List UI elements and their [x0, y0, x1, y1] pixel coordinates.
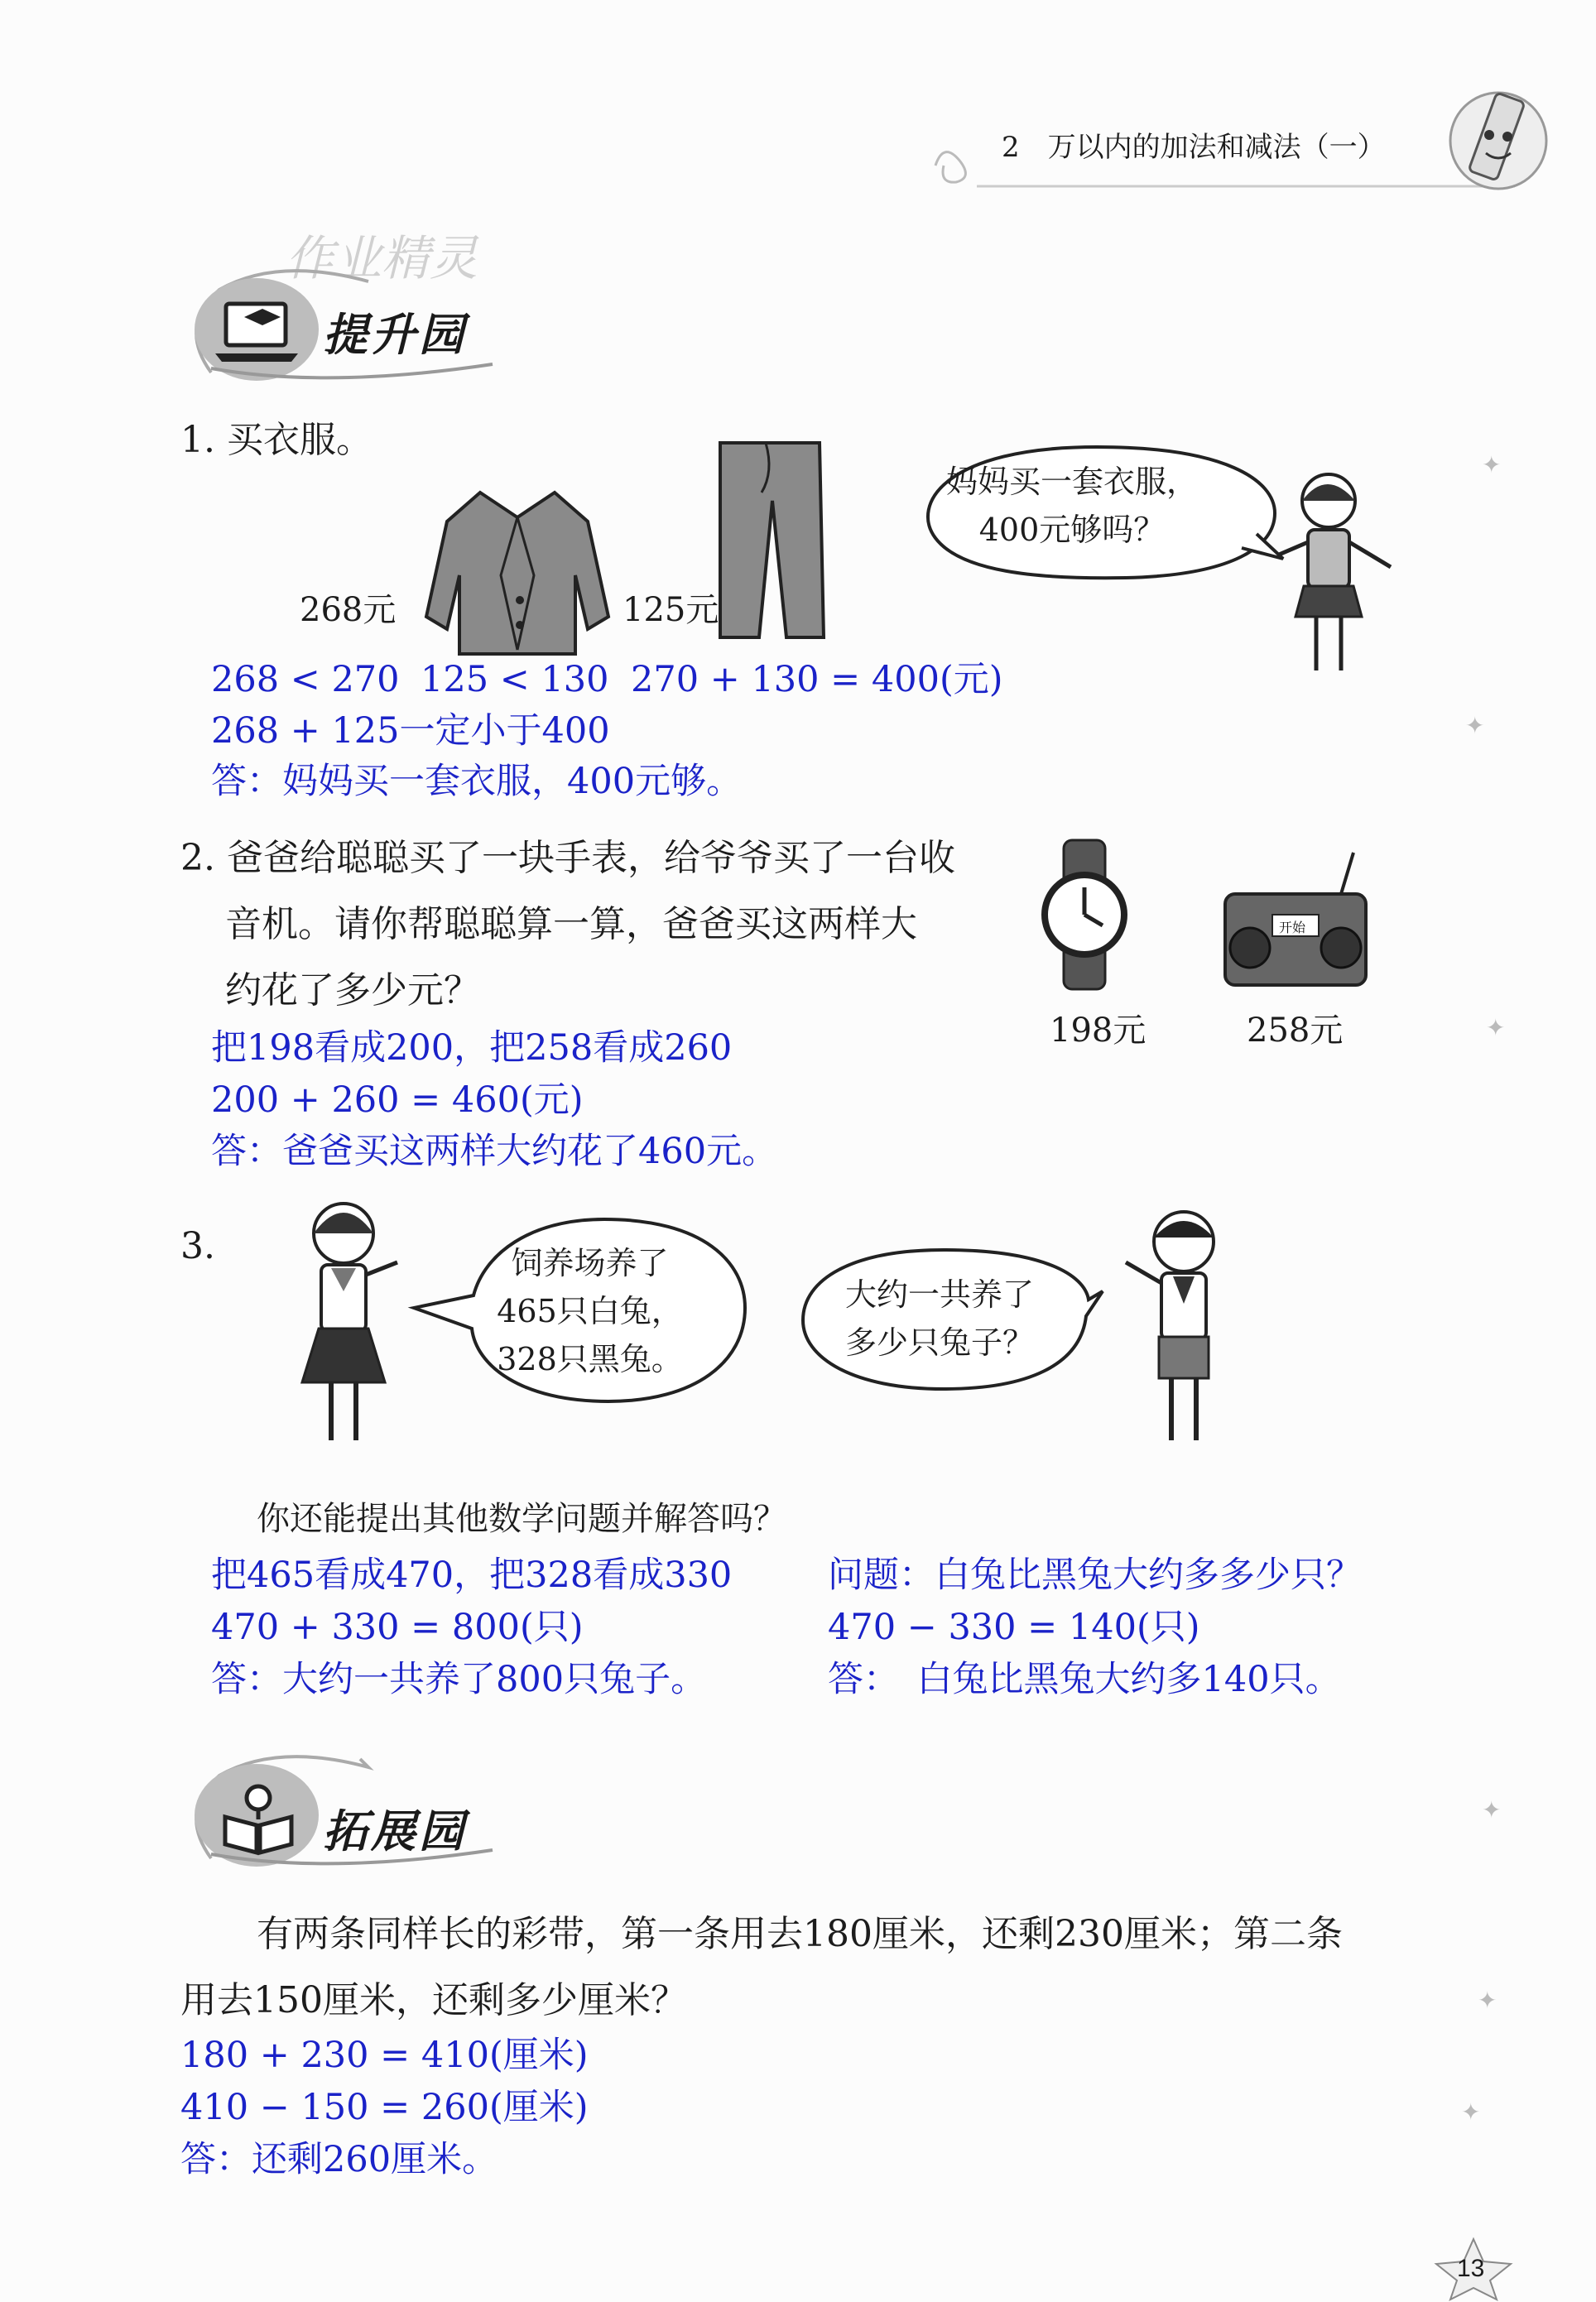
- q3-left-answer-3: 答：大约一共养了800只兔子。: [211, 1659, 707, 1700]
- star-icon: ✦: [1482, 1796, 1502, 1824]
- girl-bubble-text: 饲养场养了465只白兔，328只黑兔。: [497, 1245, 683, 1377]
- pants-price: 125元: [623, 591, 719, 629]
- q2-answer-2: 200 + 260 = 460(元): [211, 1079, 584, 1121]
- star-icon: ✦: [1486, 1014, 1506, 1041]
- boy-figure-q3: [1113, 1200, 1254, 1453]
- q1-answer-2: 268 + 125一定小于400: [211, 710, 610, 752]
- q3-right-answer-3: 答： 白兔比黑兔大约多140只。: [828, 1659, 1341, 1700]
- q1-answer-1b: 125 < 130: [421, 659, 609, 700]
- watermark: 作业精灵: [286, 230, 478, 286]
- q1-answer-3: 答：妈妈买一套衣服，400元够。: [211, 761, 743, 802]
- chapter-header: 2 万以内的加法和减法（一）: [1002, 131, 1386, 164]
- watch-price: 198元: [1050, 1012, 1147, 1050]
- q4-line2: 用去150厘米，还剩多少厘米？: [180, 1979, 687, 2021]
- q2-line1: 2. 爸爸给聪聪买了一块手表，给爷爷买了一台收: [180, 837, 955, 879]
- q1-bubble-text: 妈妈买一套衣服，400元够吗？: [945, 464, 1198, 548]
- laptop-icon: [211, 294, 302, 368]
- q2-line3: 约花了多少元？: [225, 969, 480, 1012]
- girl-figure-q3: [273, 1192, 414, 1457]
- q3-right-answer-2: 470 − 330 = 140(只): [828, 1607, 1200, 1648]
- star-icon: ✦: [1465, 712, 1485, 739]
- q2-line2: 音机。请你帮聪聪算一算，爸爸买这两样大: [225, 903, 917, 945]
- section2-title: 拓展园: [323, 1805, 467, 1857]
- q1-answer-1c: 270 + 130 = 400(元): [631, 659, 1003, 700]
- pants-image: [708, 435, 832, 642]
- jacket-image: [422, 484, 613, 658]
- girl-figure-q1: [1246, 464, 1411, 683]
- q2-answer-3: 答：爸爸买这两样大约花了460元。: [211, 1131, 778, 1172]
- q4-answer-3: 答：还剩260厘米。: [180, 2139, 498, 2180]
- pencil-mascot-icon: [1436, 79, 1560, 203]
- q4-answer-2: 410 − 150 = 260(厘米): [180, 2087, 589, 2128]
- section1-title: 提升园: [323, 308, 467, 361]
- q4-answer-1: 180 + 230 = 410(厘米): [180, 2035, 589, 2076]
- book-lightbulb-icon: [217, 1780, 300, 1854]
- q3-left-answer-2: 470 + 330 = 800(只): [211, 1607, 584, 1648]
- q4-line1: 有两条同样长的彩带，第一条用去180厘米，还剩230厘米；第二条: [257, 1913, 1343, 1955]
- q1-text: 1. 买衣服。: [180, 419, 373, 461]
- q3-number: 3.: [180, 1225, 215, 1267]
- star-icon: ✦: [1482, 451, 1502, 478]
- star-icon: ✦: [1478, 1987, 1497, 2014]
- boy-bubble-text: 大约一共养了多少只兔子？: [844, 1276, 1034, 1361]
- q3-prompt: 你还能提出其他数学问题并解答吗？: [257, 1500, 786, 1538]
- q1-answer-1a: 268 < 270: [211, 659, 400, 700]
- radio-button-label: 开始: [1279, 920, 1306, 935]
- radio-price: 258元: [1247, 1012, 1344, 1050]
- q2-answer-1: 把198看成200，把258看成260: [211, 1027, 733, 1069]
- star-icon: ✦: [1461, 2098, 1481, 2126]
- page-number: 13: [1457, 2255, 1485, 2282]
- q3-right-answer-1: 问题：白兔比黑兔大约多多少只？: [828, 1555, 1362, 1596]
- q3-left-answer-1: 把465看成470，把328看成330: [211, 1555, 733, 1596]
- watch-image: [1035, 836, 1134, 993]
- jacket-price: 268元: [300, 591, 397, 629]
